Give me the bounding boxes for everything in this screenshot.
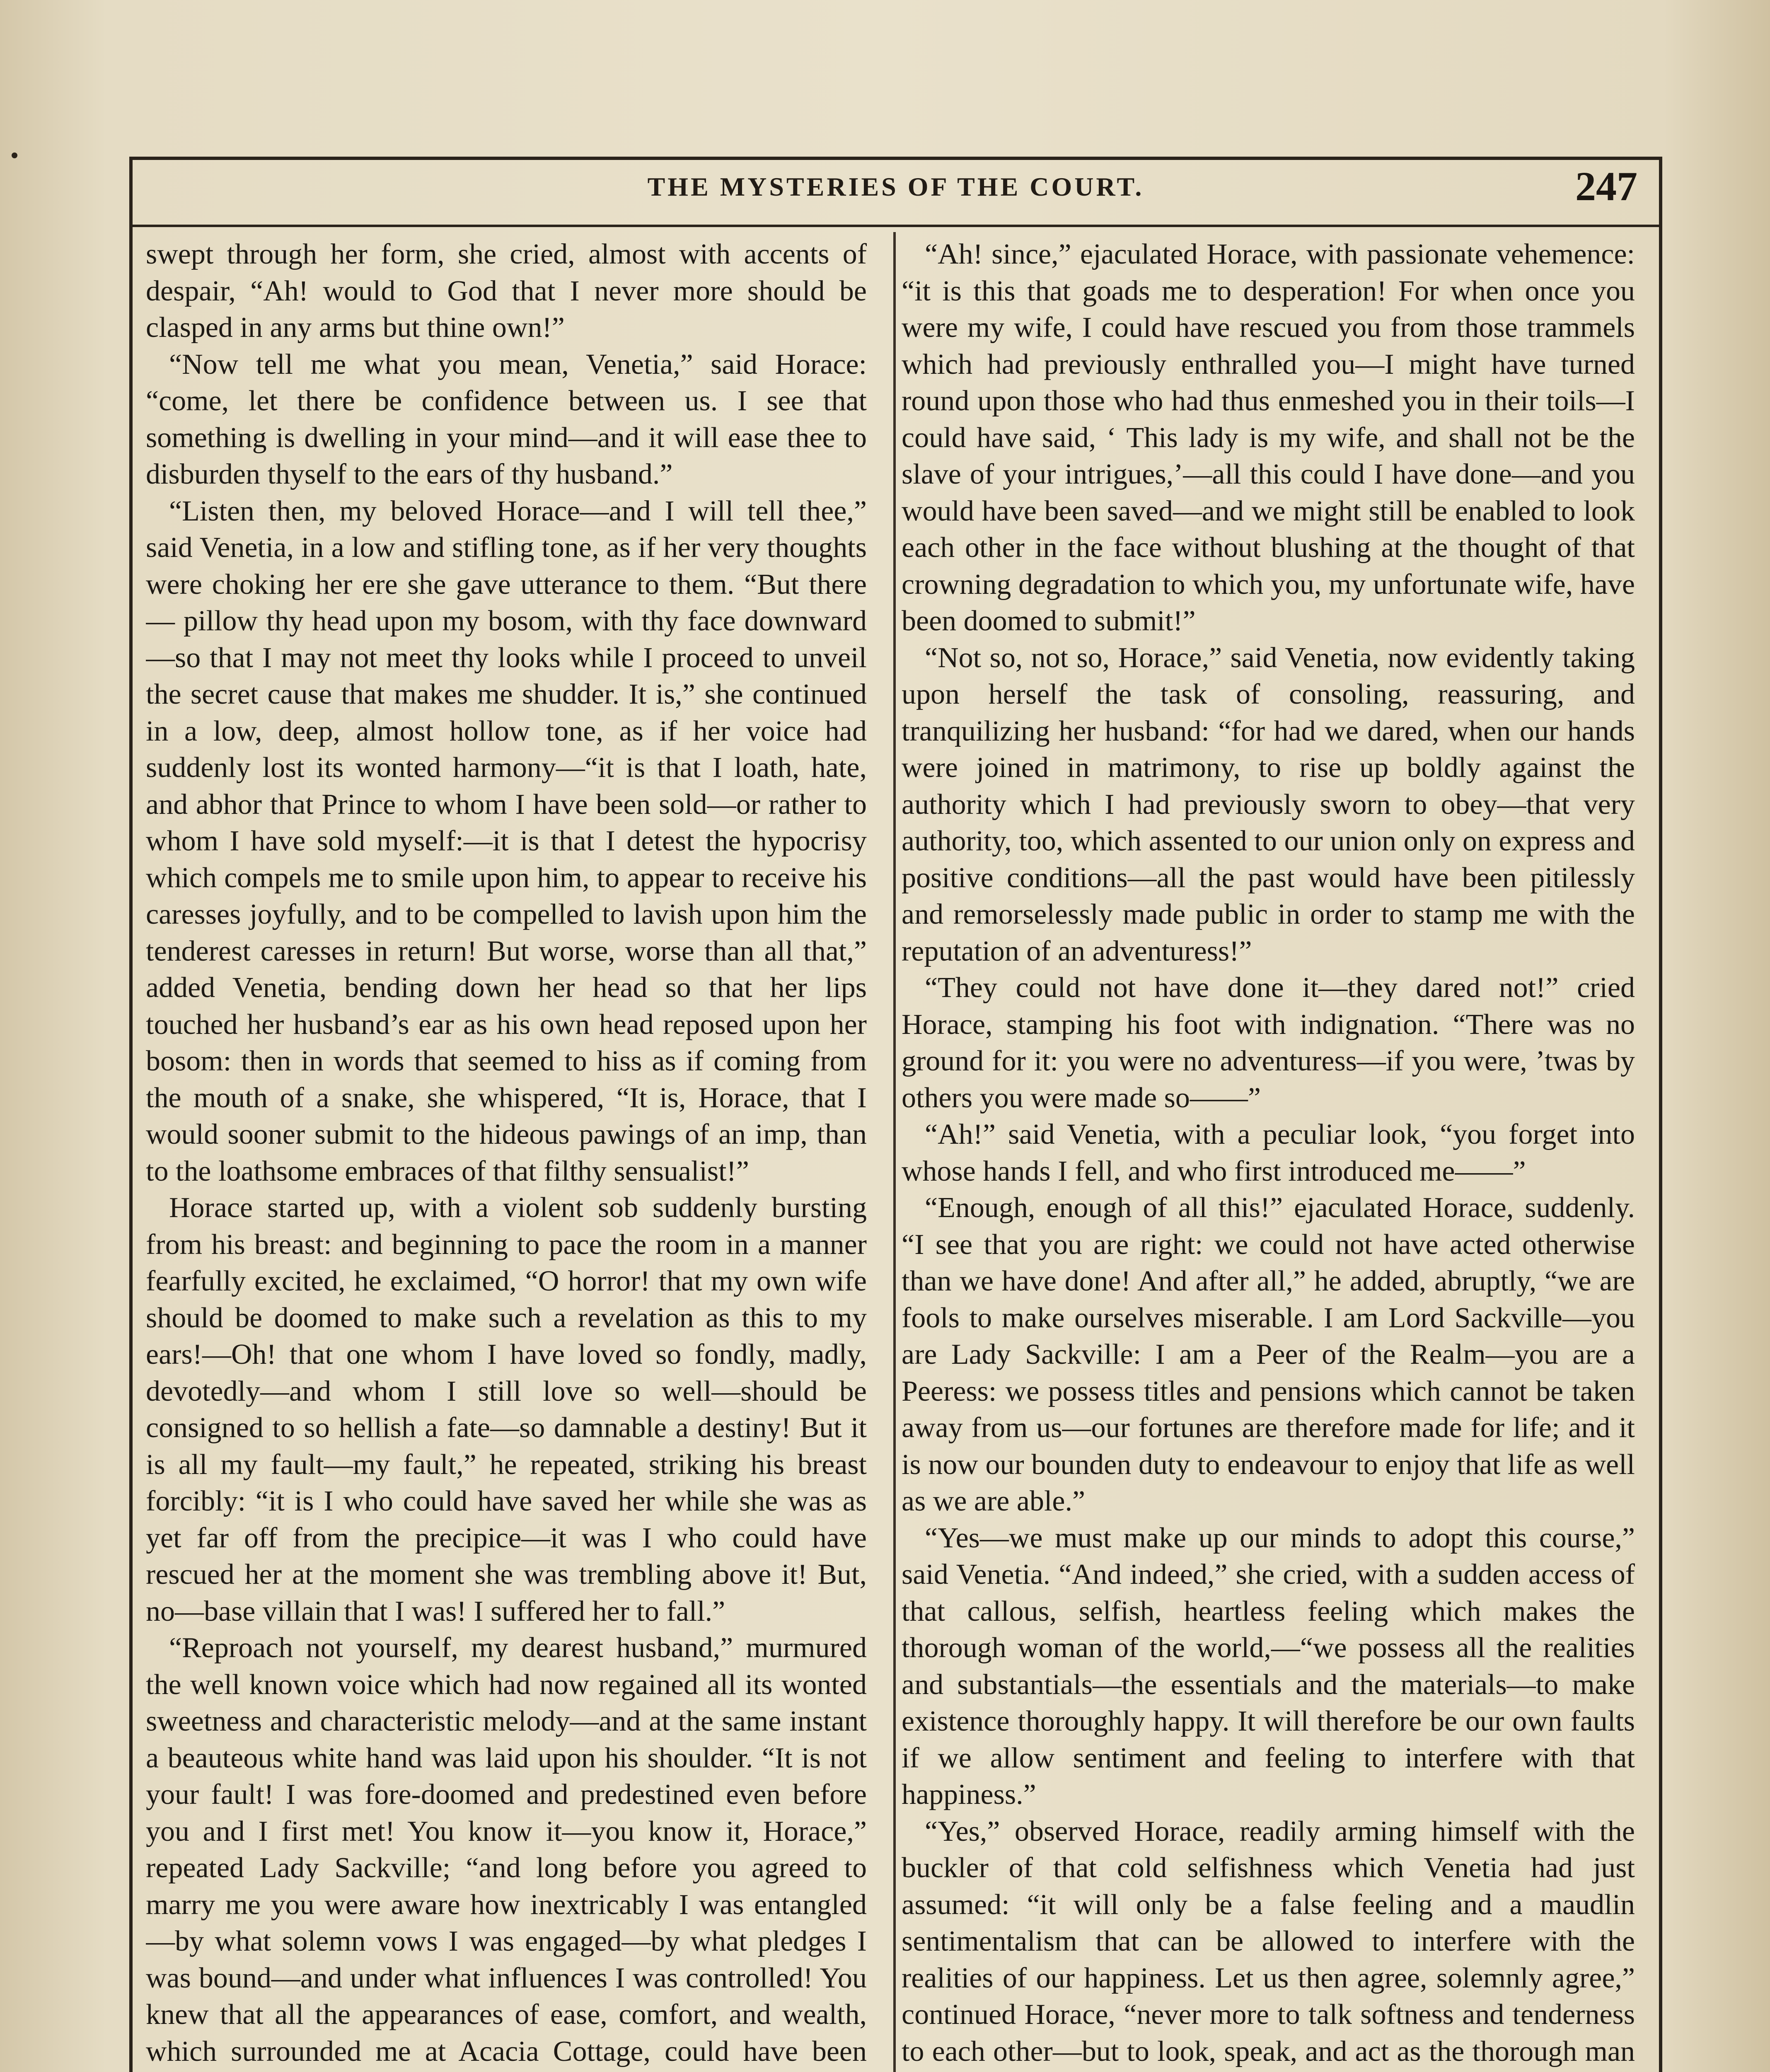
paragraph: “Reproach not yourself, my dearest husband,” murmured the well known voice which had now regained all its wonted sweetness and characteristic melody—and at the same instant a beauteous white hand was laid upon his shoulder. “It is not your fault! I was fore-doomed and predestined even before you and I first met! You know it—you know it, Horace,” repeated Lady Sackville; “and long before you agreed to marry me you were aware how inextricably I was entangled—by what solemn vows I was engaged—by what pledges I was bound—and under what influences I was controlled! You knew that all the appearances of ease, comfort, and wealth, which surrounded me at Acacia Cottage, could have been [146,1632,867,2067]
paragraph: “Yes—we must make up our minds to adopt this course,” said Venetia. “And indeed,” she cried, with a sudden access of that callous, selfish, heartless feeling which makes the thorough woman of the world,—“we possess all the realities and substantials—the essentials and the materials—to make existence thoroughly happy. It will therefore be our own faults if we allow sentiment and feeling to interfere with that happiness.” [902,1522,1635,1811]
paragraph: “Ah! since,” ejaculated Horace, with passionate vehemence: “it is this that goads me to desperation! For when once you were my wife, I could have rescued you from those trammels which had previously enthralled you—I might have turned round upon those who had thus enmeshed you in their toils—I could have said, ‘ This lady is my wife, and shall not be the slave of your intrigues,’—all this could I have done—and you would have been saved—and we might still be enabled to look each other in the face without blushing at the thought of that crowning degradation to which you, my unfortunate wife, have been doomed to submit!” [902,238,1635,637]
paragraph: “Now tell me what you mean, Venetia,” said Horace: “come, let there be confidence between us. I see that something is dwelling in your mind—and it will ease thee to disburden thyself to the ears of thy husband.” [146,348,867,490]
paragraph: “Yes,” observed Horace, readily arming himself with the buckler of that cold selfishness which Venetia had just assumed: “it will only be a false feeling and a maudlin sentimentalism that can be allowed to interfere with the realities of our happiness. Let us then agree, solemnly agree,” continued Horace, “never more to talk softness and tenderness to each other—but to look, speak, and act as the thorough man [902,1815,1635,2067]
running-title: THE MYSTERIES OF THE COURT. [647,172,1144,201]
column-divider [893,232,896,2072]
paragraph: swept through her form, she cried, almost with accents of despair, “Ah! would to God that I never more should be clasped in any arms but thine own!” [146,238,867,344]
paragraph: “They could not have done it—they dared not!” cried Horace, stamping his foot with indignation. “There was no ground for it: you were no adventuress—if you were, ’twas by others you were made so——” [902,972,1635,1114]
paragraph: “Listen then, my beloved Horace—and I will tell thee,” said Venetia, in a low and stifling tone, as if her very thoughts were choking her ere she gave utterance to them. “But there — pillow thy head upon my bosom, with thy face downward—so that I may not meet thy looks while I proceed to unveil the secret cause that makes me shudder. It is,” she continued in a low, deep, almost hollow tone, as if her voice had suddenly lost its wonted harmony—“it is that I loath, hate, and abhor that Prince to whom I have been sold—or rather to whom I have sold myself:—it is that I detest the hypocrisy which compels me to smile upon him, to appear to receive his caresses joyfully, and to be compelled to lavish upon him the tenderest caresses in return! But worse, worse than all that,” added Venetia, bending down her head so that her lips touched her husband’s ear as his own head reposed upon her bosom: then in words that seemed to hiss as if coming from the mouth of a snake, she whispered, “It is, Horace, that I would sooner submit to the hideous pawings of an imp, than to the loathsome embraces of that filthy sensualist!” [146,495,867,1187]
left-column [146,236,867,2072]
paragraph: “Enough, enough of all this!” ejaculated Horace, suddenly. “I see that you are right: we could not have acted otherwise than we have done! And after all,” he added, abruptly, “we are fools to make ourselves miserable. I am Lord Sackville—you are Lady Sackville: I am a Peer of the Realm—you are a Peeress: we possess titles and pensions which cannot be taken away from us—our fortunes are therefore made for life; and it is now our bounden duty to endeavour to enjoy that life as well as we are able.” [902,1192,1635,1517]
page-number: 247 [1575,163,1637,209]
paragraph: “Ah!” said Venetia, with a peculiar look, “you forget into whose hands I fell, and who first introduced me——” [902,1118,1635,1187]
paragraph: Horace started up, with a violent sob suddenly bursting from his breast: and beginning to pace the room in a manner fearfully excited, he exclaimed, “O horror! that my own wife should be doomed to make such a revelation as this to my ears!—Oh! that one whom I have loved so fondly, madly, devotedly—and whom I still love so well—should be consigned to so hellish a fate—so damnable a destiny! But it is all my fault—my fault,” he repeated, striking his breast forcibly: “it is I who could have saved her while she was as yet far off from the precipice—it was I who could have rescued her at the moment she was trembling above it! But, no—base villain that I was! I suffered her to fall.” [146,1192,867,1627]
ink-speck [12,152,17,158]
page-header [129,157,1662,227]
paragraph: “Not so, not so, Horace,” said Venetia, now evidently taking upon herself the task of consoling, reassuring, and tranquilizing her husband: “for had we dared, when our hands were joined in matrimony, to rise up boldly against the authority which I had previously sworn to obey—that very authority, too, which assented to our union only on express and positive conditions—all the past would have been pitilessly and remorselessly made public in order to stamp me with the reputation of an adventuress!” [902,641,1635,967]
right-column [902,236,1635,2072]
